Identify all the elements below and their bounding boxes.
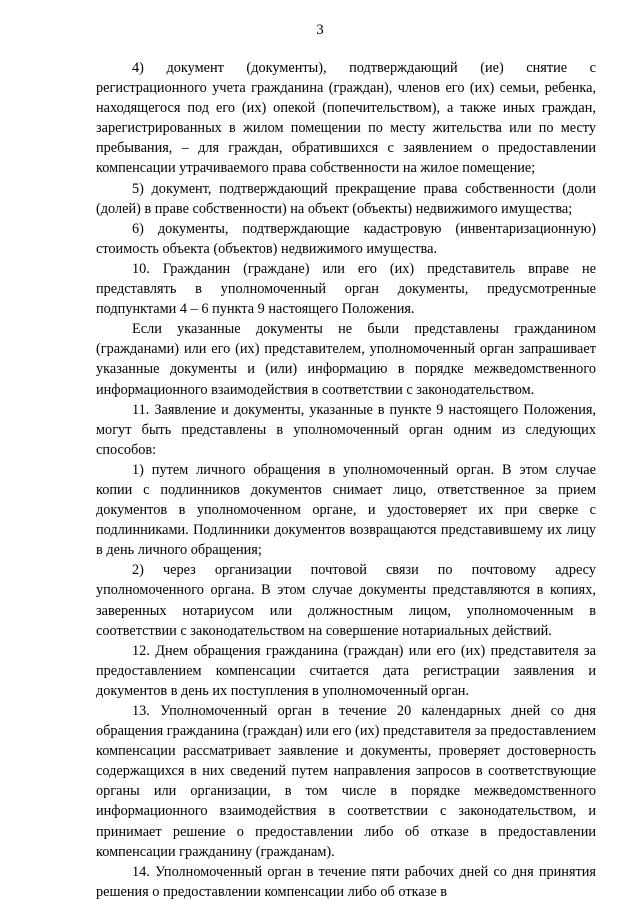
paragraph-clause-11-method-1: 1) путем личного обращения в уполномоченный орган. В этом случае копии с подлинников документов снимает лицо, ответственное за прием документов в уполномоченном органе, и удостоверяет их при сверке с подлинниками. Подлинники документов возвращаются представившему их лицу в день личного обращения; — [96, 461, 596, 559]
paragraph-clause-10-continuation: Если указанные документы не были представлены гражданином (гражданами) или его (их) представителем, уполномоченный орган запрашивает указанные документы и (или) информацию в порядке межведомственного информационного взаимодействия в соответствии с законодательством. — [96, 321, 596, 398]
document-body — [96, 58, 596, 902]
paragraph-clause-13: 13. Уполномоченный орган в течение 20 календарных дней со дня обращения гражданина (граждан) или его (их) представителя за предоставлением компенсации рассматривает заявление и документы, проверяет достоверность содержащихся в них сведений путем направления запросов в соответствующие органы или организации, в том числе в порядке межведомственного информационного взаимодействия в соответствии с законодательством, и принимает решение о предоставлении либо об отказе в предоставлении компенсации гражданину (гражданам). — [96, 703, 596, 860]
paragraph-clause-14: 14. Уполномоченный орган в течение пяти рабочих дней со дня принятия решения о предоставлении компенсации либо об отказе в — [96, 863, 596, 900]
paragraph-clause-12: 12. Днем обращения гражданина (граждан) или его (их) представителя за предоставлением компенсации считается дата регистрации заявления и документов в день их поступления в уполномоченный орган. — [96, 642, 596, 699]
paragraph-clause-10: 10. Гражданин (граждане) или его (их) представитель вправе не представлять в уполномоченный орган документы, предусмотренные подпунктами 4 – 6 пункта 9 настоящего Положения. — [96, 260, 596, 318]
paragraph-item-5-ownership-termination: 5) документ, подтверждающий прекращение права собственности (доли (долей) в праве собственности) на объект (объекты) недвижимого имущества; — [96, 180, 596, 217]
page-number: 3 — [316, 22, 324, 38]
paragraph-clause-11-method-2: 2) через организации почтовой связи по почтовому адресу уполномоченного органа. В этом случае документы представляются в копиях, заверенных нотариусом или должностным лицом, уполномоченным в соответствии с законодательством на совершение нотариальных действий. — [96, 562, 596, 639]
paragraph-clause-11: 11. Заявление и документы, указанные в пункте 9 настоящего Положения, могут быть представлены в уполномоченный орган одним из следующих способов: — [96, 401, 596, 458]
paragraph-item-4-deregistration: 4) документ (документы), подтверждающий (ие) снятие с регистрационного учета гражданина (граждан), членов его (их) семьи, ребенка, находящегося под его (их) опекой (попечительством), а также иных граждан, зарегистрированных в жилом помещении по месту жительства или по месту пребывания, – для граждан, обратившихся с заявлением о предоставлении компенсации утрачиваемого права собственности на жилое помещение; — [96, 60, 596, 177]
paragraph-item-6-cadastral-value: 6) документы, подтверждающие кадастровую (инвентаризационную) стоимость объекта (объектов) недвижимого имущества. — [96, 220, 596, 257]
